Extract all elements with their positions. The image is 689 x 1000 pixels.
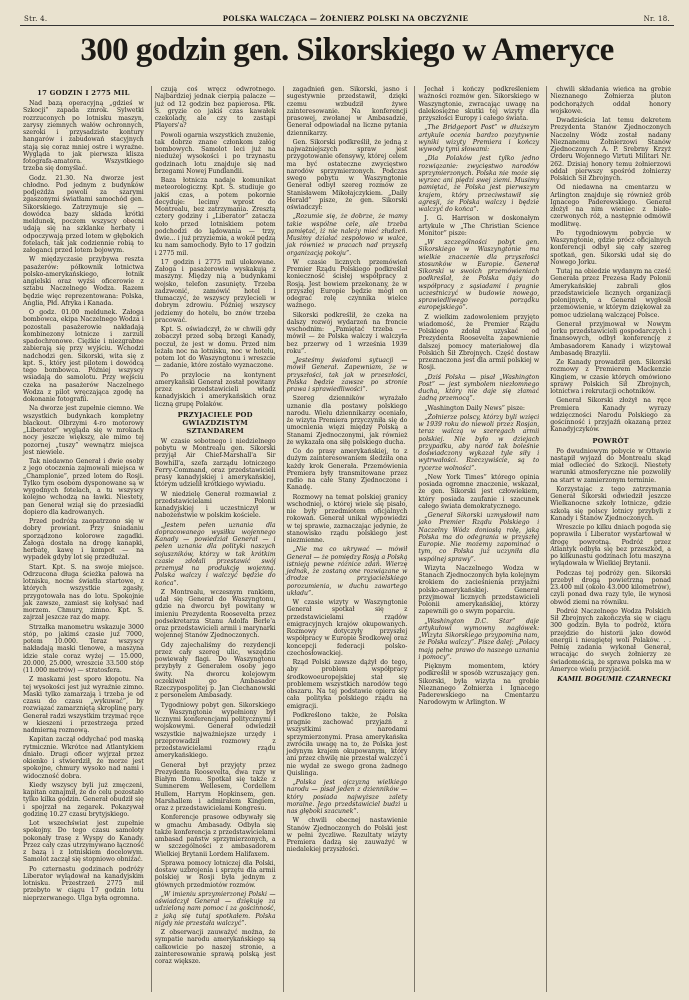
article-paragraph: Podróż Naczelnego Wodza Polskich Sił Zbrojnych zakończyła się w ciągu 300 godzin. Była to podróż, która przejdzie do historii jako dowód energii i nieugiętej woli Polaków. . . Pełnię zadania wykonał Generał, wracając do swych żołnierzy ze świadomością, że sprawa polska ma w Ameryce wielu przyjaciół. <box>550 607 671 673</box>
article-paragraph: W czasie wizyty w Waszyngtonie Generał spotkał się z przedstawicielami rządów emigracyjnych krajów okupowanych. Rozmowy dotyczyły przyszłej współpracy w Europie Środkowej oraz koncepcji federacji polsko-czechosłowackiej. <box>286 599 408 657</box>
article-paragraph: Rząd Polski zawsze dążył do tego, aby problem współpracy środkowoeuropejskiej stał się problemem wszystkich narodów tego obszaru. Na tej podstawie opiera się cała polityka polskiego rządu na emigracji. <box>286 659 408 710</box>
article-paragraph: Podczas tej podróży gen. Sikorski przebył drogą powietrzną ponad 23.400 mil (około 43.000 kilometrów), czyli ponad dwa razy tyle, ile wynosi obwód ziemi na równiku. <box>550 569 671 606</box>
article-paragraph: Tak niedawno Generał i dwie osoby z jego otoczenia zajmowali miejsca w „Champlonie”, przed lotem do Rosji. Tylko tym osobom dysponowane są w wygodnych fotelach, a tu wszyscy kolejno wchodzą na ławki. Niestety, pan Generał wziął się do przesiadki dopiero dla kadrowanych. <box>23 458 144 516</box>
article-paragraph: Sprawa pomocy lotniczej dla Polski, dostaw uzbrojenia i sprzętu dla armii polskiej w Rosji była jednym z głównych przedmiotów rozmów. <box>154 859 276 889</box>
article-paragraph: W chwili obecnej nastawienie Stanów Zjednoczonych do Polski jest w pełni życzliwe. Rezultaty wizyty Premiera dadzą się zauważyć w niedalekiej przyszłości. <box>286 817 408 854</box>
article-paragraph: „Rozumie się, że dobrze, że mamy takie wspólne cele, ale trzeba pamiętać, iż nie należy mieć złudzeń. Musimy działać zespołowo w walce, jak również w pracach nad przyszłą organizacją pokoju”. <box>286 213 408 257</box>
section-subheading: 17 GODZIN I 2775 MIL <box>37 89 130 97</box>
article-paragraph: Z maskami jest sporo kłopotu. Na tej wysokości jest już wyraźnie zimno. Maski tylko zamarzają i trzeba je od czasu do czasu „wykuwać”, by rozwiązać zamarzniętą skroplinę pary. Generał radzi wszystkim trzymać ręce w kieszeni i przestrzega przed nadmierną rozmową. <box>23 676 144 734</box>
article-paragraph: Lot wszechświat jest zupełnie spokojny. Do tego czasu samoloty pokonały trasę z Wyspy do Kanady. Przez cały czas utrzymywano łączność z bazą i z lotniskiem docelowym. Samolot zaczął się stopniowo obniżać. <box>23 820 144 864</box>
article-paragraph: Na dworze jest zupełnie ciemno. We wszystkich budynkach kompletny blackout. Olbrzymi 4-ro motorowy „Liberator” wygląda się w mrokach nocy jeszcze większy, ale mimo tej pozornej „tuszy” wewnątrz miejsca jest niewiele. <box>23 405 144 456</box>
article-paragraph: Rozmowy na temat polskiej granicy wschodniej, o której wiele się pisało, nie były przedmiotem oficjalnych rokowań. Generał unikał wypowiedzi w tej sprawie, zaznaczając jedynie, że stanowisko rządu polskiego jest niezmienne. <box>286 493 408 544</box>
issue-number: Nr. 18. <box>643 15 670 23</box>
article-paragraph: Dwadzieścia lat temu dekretem Prezydenta Stanów Zjednoczonych Naczelny Wódz został nadany Nieznanemu Żołnierzowi Stanów Zjednoczonych A. P. Srebrny Krzyż Orderu Wojennego Virtuti Militari Nr. 262. Dzisiaj honory temu żołnierzowi oddał pierwszy spośród żołnierzy Polskich Sił Zbrojnych. <box>550 117 671 182</box>
article-paragraph: Start. Kpt. S. na swoje miejsce. Odrzucona długa ścieżka pałowa na lotnisku, nocne światła startowe, z których wszystkie zgasły, przygotowała nas do lotu. Spokojnie jak zawsze, zamiast się kołysać nad morzem. Chmury, zimno. Kpt. S. zajrzał jeszcze raz do mapy. <box>23 563 144 622</box>
article-paragraph: Kpt. S. oświadczył, że w chwili gdy zobaczył przed sobą brzegi Kanady, poczuł, że jest w domu. Przed nim leżała noc na lotnisku, noc w hotelu, potem lot do Waszyngtonu i wreszcie — zadanie, które zostało wyznaczone. <box>154 326 276 370</box>
article-paragraph: Powoli ogarnia wszystkich znużenie, tak dobrze znane członkom załóg bombowych. Samolot leci już na niedużej wysokości i po trzynastu godzinach lotu znajduje się nad brzegami Nowej Fundlandii. <box>154 131 276 175</box>
article-paragraph: Godz. 21.30. Na dworze jest chłodno. Pod jednym z budynków podjeżdża powoli za szarymi zgaszonymi światłami samochód gen. Sikorskiego. Zatrzymuje się — dowódca bazy składa krótki meldunek, poczem wszyscy obecni udają się na szklanke herbaty i odpoczywają przed lotem w głębokich fotelach, tak jak codziennie robią to załoganci przed lotem bojowym. <box>23 174 144 254</box>
article-column-1 <box>20 86 147 992</box>
article-headline: 300 godzin gen. Sikorskiego w Ameryce <box>80 32 614 68</box>
article-paragraph: Kiedy wszyscy byli już zmęczeni, kapitan oznajmił, że do celu pozostało tylko kilka godzin. Generał obudził się i spojrzał na zegarek. Pokazywał godzinę 10.27 czasu brytyjskiego. <box>23 781 144 818</box>
article-paragraph: Ze Kanady prowadził gen. Sikorski rozmowy z Premierem Mackenzie Kingiem, w czasie których omówiono sprawy Polskich Sił Zbrojnych, lotnictwa i rekrutacji ochotników. <box>550 359 671 395</box>
article-paragraph: Strzałka manometru wskazuje 3000 stóp, po jakimś czasie już 7000, potem 10.000. Teraz wszyscy nakładają maski tlenowe, a maszyna idzie stale coraz wyżej — 15.000, 20.000, 25.000, wreszcie 33.500 stóp (11.000 metrów) — stratosfera. <box>23 623 144 674</box>
article-paragraph: Podkreślono także, że Polska pragnie zachować przyjaźń z wszystkimi narodami sprzymierzonymi. Prasa amerykańska zwróciła uwagę na to, że Polska jest jedynym krajem okupowanym, który ani przez chwilę nie przestał walczyć i nie wydał ze swego grona żadnego Quislinga. <box>286 711 408 777</box>
article-paragraph: Szereg dzienników wyrażało uznanie dla postawy polskiego narodu. Wielu dziennikarzy oceniało, że wizyta Premiera przyczyniła się do umocnienia więzi między Polską a Stanami Zjednoczonymi, jak również że wykazała ona siłę polskiego ducha. <box>286 395 408 446</box>
article-column-5 <box>546 86 674 992</box>
article-paragraph: Jechał i kończy podkreśleniem ważności rozmów gen. Sikorskiego w Waszyngtonie, zwracając uwagę na dalekosiężne skutki tej wizyty dla przyszłości Europy i całego świata. <box>418 86 540 122</box>
author-signature: KAMIL BOGUMIŁ CZARNECKI <box>557 675 671 683</box>
running-header <box>20 10 674 26</box>
article-paragraph: Tutaj na obiedzie wydanym na cześć Generała przez Prezesa Rady Polonii Amerykańskiej zabrali głos przedstawiciele licznych organizacji polonijnych, a Generał wygłosił przemówienie, w którym dziękował za pomoc udzielaną walczącej Polsce. <box>550 268 671 319</box>
article-paragraph: Przed podróżą zaopatrzono się w dobry prowiant. Przy śniadaniu sporządzono kolorowe zagadki. Załoga dostała na drogę kanapki, herbatę, kawę i kompot — na wypadek gdyby lot się przedłużał. <box>23 518 144 562</box>
article-paragraph: „Dziś Polska — pisał „Washington Post” — jest symbolem niezłomnego ducha, który nie daje się złamać żadną przemocą”. <box>418 373 540 403</box>
article-paragraph: Z Montrealu, wczesnym rankiem, udał się Generał do Waszyngtonu, gdzie na dworcu był powitany w imieniu Prezydenta Roosevelta przez podsekretarza Stanu Adolfa Berle'a oraz przedstawicieli armii i marynarki wojennej Stanów Zjednoczonych. <box>154 588 276 640</box>
article-paragraph: Baza łotnicza nadaje komunikat meteorologiczny. Kpt. S. studiuje go jakiś czas, a potem pokornie decyduje: lecimy wprost do Montrealu, bez zatrzymania. Zresztą cztery godziny i „Liberator” zatacza koło przed lotniskiem potem podchodzi do lądowania — trzy, dwie... i już przyziemia, a wokół pędzą ku nam samochody. Było to 17 godzin i 2775 mil. <box>154 177 276 257</box>
article-paragraph: Wizyta Naczelnego Wodza w Stanach Zjednoczonych była kolejnym krokiem do zacieśnienia przyjaźni polsko-amerykańskiej. Generał przyjmował licznych przedstawicieli Polonii amerykańskiej, którzy zapewnili go o swym poparciu. <box>418 564 540 616</box>
page-number-left: Str. 4. <box>24 15 48 23</box>
article-paragraph: Sikorski podkreślił, że czeka na dalszy rozwój wydarzeń na froncie wschodnim: „Pamiętać trzeba — mówił — że Polska walczy i walczyła bez przerwy od 1 września 1939 roku”. <box>286 311 408 355</box>
article-column-3 <box>283 86 411 992</box>
article-paragraph: zagadnień gen. Sikorski, jasno i sugestywnie przedstawił, dzięki czemu wzbudził żywe zainteresowanie. Na konferencji prasowej, zwołanej w Ambasadzie, Generał odpowiadał na liczne pytania dziennikarzy. <box>286 86 408 137</box>
article-paragraph: J. G. Harrison w doskonałym artykule w „The Christian Science Monitor” pisze: <box>418 215 540 237</box>
article-paragraph: „Nie ma co ukrywać — mówił Generał — że pomiędzy Rosją a Polską istnieją pewne różnice zdań. Wierzę jednak, że zostaną one rozwiązane w drodze przyjacielskiego porozumienia, w duchu zawartego układu”. <box>286 546 408 597</box>
article-paragraph: Po tygodniowym pobycie w Waszyngtonie, gdzie prócz oficjalnych konferencji odbył się cały szereg spotkań, gen. Sikorski udał się do Nowego Jorku. <box>550 229 671 266</box>
article-paragraph: „The Bridgeport Post” w dłuższym artykule ocenia bardzo pozytywnie wyniki wizyty Premiera i kończy wywody tymi słowami: <box>418 124 540 153</box>
article-paragraph: Konferencje prasowe odbywały się w gmachu Ambasady. Odbyła się także konferencja z przedstawicielami ambasad państw sprzymierzonych, a w szczególności z ambasadorem Wielkiej Brytanii Lordem Halifaxem. <box>154 814 276 858</box>
article-paragraph: „W imieniu sprzymierzonej Polski — oświadczył Generał — dziękuję za udzieloną nam pomoc i za gościnność, z jaką się tutaj spotkałem. Polska nigdy nie przestała walczyć”. <box>154 890 276 927</box>
article-paragraph: W czasie licznych przemówień Premier Rządu Polskiego podkreślał konieczność ścisłej współpracy z Rosją. Jest bowiem przekonany, że w przyszłej Europie będzie mógł on odegrać rolę czynnika wielce ważnego. <box>286 258 408 310</box>
newspaper-page <box>20 10 674 992</box>
article-paragraph: „Jestem pełen uznania dla dopracowanego wysiłku wojennego Kanady — powiedział Generał — i pełen uznania dla polityki naszych sojuszników, którzy w tak krótkim czasie zdołali przestawić swój przemysł na produkcję wojenną. Polska walczy i walczyć będzie do końca”. <box>154 521 276 587</box>
section-subheading: POWRÓT <box>592 436 629 445</box>
article-paragraph: Po dwudniowym pobycie w Ottawie nastąpił wyjazd do Montrealu skąd miał odlecieć do Szkocji. Niestety warunki atmosferyczne nie pozwoliły na start w zamierzonym terminie. <box>550 447 671 484</box>
article-paragraph: „Żołnierze polscy, którzy byli wzięci w 1939 roku do niewoli przez Rosjan, teraz walczą w szeregach armii polskiej. Nie było w dziejach przypadku, aby naród tak boleśnie doświadczony wykazał tyle siły i wytrwałości. Rzeczywiście, są to rycerze wolności”. <box>418 413 540 472</box>
article-paragraph: „Washington D.C. Star” daje artykułowi wymowny nagłówek: „Wizyta Sikorskiego przypomina nam, że Polska walczy”. Pisze dalej: „Polacy mają pełne prawo do naszego uznania i pomocy”. <box>418 617 540 661</box>
article-paragraph: Tygodniowy pobyt gen. Sikorskiego w Waszyngtonie wypełniony był licznymi konferencjami politycznymi i wojskowymi. Generał odwiedził wszystkie najważniejsze urzędy i przeprowadził rozmowy z przedstawicielami rządu amerykańskiego. <box>154 701 276 760</box>
article-paragraph: „W szczególności pobyt gen. Sikorskiego w Waszyngtonie ma wielkie znaczenie dla przyszłości stosunków w Europie. Generał Sikorski w swoich przemówieniach podkreślał, że Polska dąży do współpracy z sąsiadami i pragnie uczestniczyć w budowie nowego, sprawiedliwego porządku europejskiego”. <box>418 239 540 312</box>
article-paragraph: Kapitan zaczął oddychać pod maską rytmicznie. Wkrótce nad Atlantykiem dniało. Drugi oficer wyjrzał przez okienko i stwierdził, że morze jest spokojne, chmury wysoko nad nami i widoczność dobra. <box>23 736 144 780</box>
article-column-4 <box>414 86 542 992</box>
article-paragraph: Co do prasy amerykańskiej, to z dużym zainteresowaniem śledziła ona każdy krok Generała. Przemówienia Premiera były transmitowane przez radio na całe Stany Zjednoczone i Kanadę. <box>286 448 408 492</box>
article-paragraph: Po czternastu godzinach podróży Liberator wylądował na kanadyjskim lotnisku. Przestrzeń 2775 mil przebyto w ciągu 17 godzin lotu nieprzerwanego. Ulga była ogromna. <box>23 865 144 902</box>
article-paragraph: Generał był przyjęty przez Prezydenta Roosevelta, dwa razy w Białym Domu. Spotkał się także z Sumnerem Wellesem, Cordellem Hullem, Harrym Hopkinsem, gen. Marshallem i admirałem Kingiem, oraz z przedstawicielami Kongresu. <box>154 761 276 812</box>
article-paragraph: Z wielkim zadowoleniem przyjęto wiadomość, że Premier Rządu Polskiego zdołał uzyskać od Prezydenta Roosevelta zapewnienie dalszej pomocy materiałowej dla Polskich Sił Zbrojnych. Część dostaw przeznaczona jest dla armii polskiej w Rosji. <box>418 313 540 372</box>
article-paragraph: W czasie sobotnego i niedzielnego pobytu w Montrealu gen. Sikorski przyjął Air Chief-Marshall'a Sir Bowhill'a, szefa zarządu lotniczego Ferry-Command, oraz przedstawicieli prasy kanadyjskiej i amerykańskiej, którym udzielił krótkiego wywiadu. <box>154 437 276 489</box>
article-columns <box>20 86 674 992</box>
article-paragraph: Gdy zajechaliśmy do rezydencji przez cały szereg ulic, wszędzie powiewały flagi. Do Waszyngtonu przybyły z Generałem osoby jego świty. Na dworcu kolejowym oczekiwał go Ambasador Rzeczypospolitej p. Jan Ciechanowski z personelem Ambasady. <box>154 641 276 700</box>
article-paragraph: Od niedawna na cmentarzu w Arlington znajduje się również grób Ignacego Paderewskiego. Generał złożył na nim wieniec z biało-czerwonych róż, a następnie odmówił modlitwę. <box>550 184 671 228</box>
article-column-2 <box>151 86 279 992</box>
article-paragraph: Generał przyjmował w Nowym Jorku przedstawicieli gospodarczych i finansowych, odbył konferencję z Ambasadorem Kanady i wizytował Ambasadę Brazylii. <box>550 320 671 357</box>
article-paragraph: O godz. 01.00 meldunek. Załoga bombowca, ekipa Naczelnego Wodza i pozostali pasażerowie nakładają kombinezony lotnicze i zarzuli spadochronowe. Ciężkie i niezgrabne zabierają się przy wyjściu. Wchodzi nadchodzi gen. Sikorski, wita się z kpt. S., który jest pilotem i dowódcą tego bombowca. Później wszyscy wsiadają do samolotu. Przy wejściu czeka na pasażerów Naczelnego Wodza z pilot wręczająca zgodę na dokonanie fotografii. <box>23 309 144 403</box>
article-paragraph: W międzyczasie przybywa reszta pasażerów: półkownik lotnictwa polsko-amerykańskiego, łotnik angielski oraz wyżsi oficerowie z sztabu Naczelnego Wodza. Razem będzie więc reprezentowana: Polska, Anglia, Płd. Afryka i Kanada. <box>23 256 144 307</box>
article-paragraph: „Polska jest ojczyzną wielkiego narodu — pisał jeden z dzienników — który posiada najwyższe zalety moralne. Jego przedstawiciel budzi u nas głęboki szacunek”. <box>286 779 408 815</box>
article-paragraph: „New York Times” którego opinia posiada ogromne znaczenie, wskazał, że gen. Sikorski jest człowiekiem, który posiada zaufanie i szacunek całego świata demokratycznego. <box>418 473 540 510</box>
article-paragraph: „Jesteśmy świadomi sytuacji — mówił Generał. Zapewniam, że w przyszłości, tak jak w przeszłości, Polska będzie zawsze po stronie prawa i sprawiedliwości”. <box>286 357 408 393</box>
article-paragraph: chwili składania wieńca na grobie Nieznanego Żołnierza pluton podchorążych oddał honory wojskowe. <box>550 86 671 115</box>
article-paragraph: „Generał Sikorski uzmysłowił nam jako Premier Rządu Polskiego i Naczelny Wódz doniosłą rolę, jaką Polska ma do odegrania w przyszłej Europie. Nie możemy zapominać o tym, co Polska już uczyniła dla wspólnej sprawy”. <box>418 512 540 563</box>
article-paragraph: Z obserwacji zauważyć można, że sympatie narodu amerykańskiego są całkowicie po naszej stronie, a zainteresowanie sprawą polską jest coraz większe. <box>154 929 276 965</box>
article-paragraph: Wreszcie po kilku dniach pogoda się poprawiła i Liberator wystartował w drogę powrotną. Podróż przez Atlantyk odbyła się bez przeszkód, a po kilkunastu godzinach lotu maszyna wylądowała w Wielkiej Brytanii. <box>550 524 671 568</box>
article-paragraph: 17 godzin i 2775 mil ulokowane. Załoga i pasażerowie wyskakują z maszyny. Między nią a budynkami wojsko, telefon zasunięty. Trzeba zadzwonić, zamówić hotel i tłumaczyć, że wszyscy przylecieli w dobrym zdrowiu. Później wszyscy jedziemy do hotelu, bo znów trzeba pracować. <box>154 258 276 324</box>
article-paragraph: „Washington Daily News” pisze: <box>424 404 526 412</box>
article-paragraph: Gen. Sikorski podkreślił, że jedną z najważniejszych spraw jest przygotowanie ofensywy, której celem ma być ostateczne zwycięstwo narodów sprzymierzonych. Podczas swego pobytu w Waszyngtonie Generał odbył szereg rozmów ze Stanisławem Mikołajczykiem. „Daily Herald” pisze, że gen. Sikorski oświadczył: <box>286 138 408 211</box>
article-paragraph: Korzystając z tego zatrzymania Generał Sikorski odwiedził jeszcze Wielkanocne szkoły lotnicze, gdzie szkolą się polscy lotnicy przybyli z Kanady i Stanów Zjednoczonych. <box>550 485 671 522</box>
section-subheading: PRZYJACIELE POD GWIAZDZISTYM SZTANDAREM <box>177 410 253 435</box>
article-paragraph: czują coś wręcz odwrotnego. Najbardziej jednak cierpią palacze — już od 12 godzin bez papierosa. Płk. S. gryzie co jakiś czas kawałek czekolady, ale czy to zastąpi Players'a? <box>154 86 276 130</box>
article-paragraph: W niedzielę Generał rozmawiał z przedstawicielami Polonii kanadyjskiej i uczestniczył w nabożeństwie w polskim kościele. <box>154 490 276 520</box>
article-paragraph: Generał Sikorski złożył na ręce Premiera Kanady wyrazy wdzięczności Narodu Polskiego za gościnność i przyjaźń okazaną przez Kanadyjczyków. <box>550 397 671 434</box>
article-paragraph: Po przylocie na kontynent amerykański Generał został powitany przez przedstawicieli władz kanadyjskich i amerykańskich oraz liczną grupę Polaków. <box>154 371 276 408</box>
newspaper-title: POLSKA WALCZĄCA — ŻOŁNIERZ POLSKI NA OBCZYŹNIE <box>222 14 469 23</box>
article-paragraph: Nad bazą operacyjną „gdzieś w Szkocji” zapada zmrok. Sylwetki rozrzuconych po lotnisku maszyn, zarysy ziemnych wałów ochronnych, szeroki i przysadziste kontury hangarów i zabudowań stacyjnych stają się coraz mniej ostre i wyraźne. Wygląda to jak pierwsza klisza fotografa-amatora. Wszystkiego trzeba się domyślać. <box>23 100 144 173</box>
article-paragraph: „Dla Polaków jest tylko jedno rozwiązanie: zwycięstwo narodów sprzymierzonych. Polska nie może się wyrzec ani piędzi swej ziemi. Musimy pamiętać, że Polska jest pierwszym krajem, który przeciwstawił się agresji, że Polska walczy i będzie walczyć do końca”. <box>418 155 540 213</box>
article-paragraph: Pięknym momentem, który podkreślił w sposób wzruszający gen. Sikorski, była wizyta na grobie Nieznanego Żołnierza i Ignacego Paderewskiego na Cmentarzu Narodowym w Arlington. W <box>418 663 540 707</box>
